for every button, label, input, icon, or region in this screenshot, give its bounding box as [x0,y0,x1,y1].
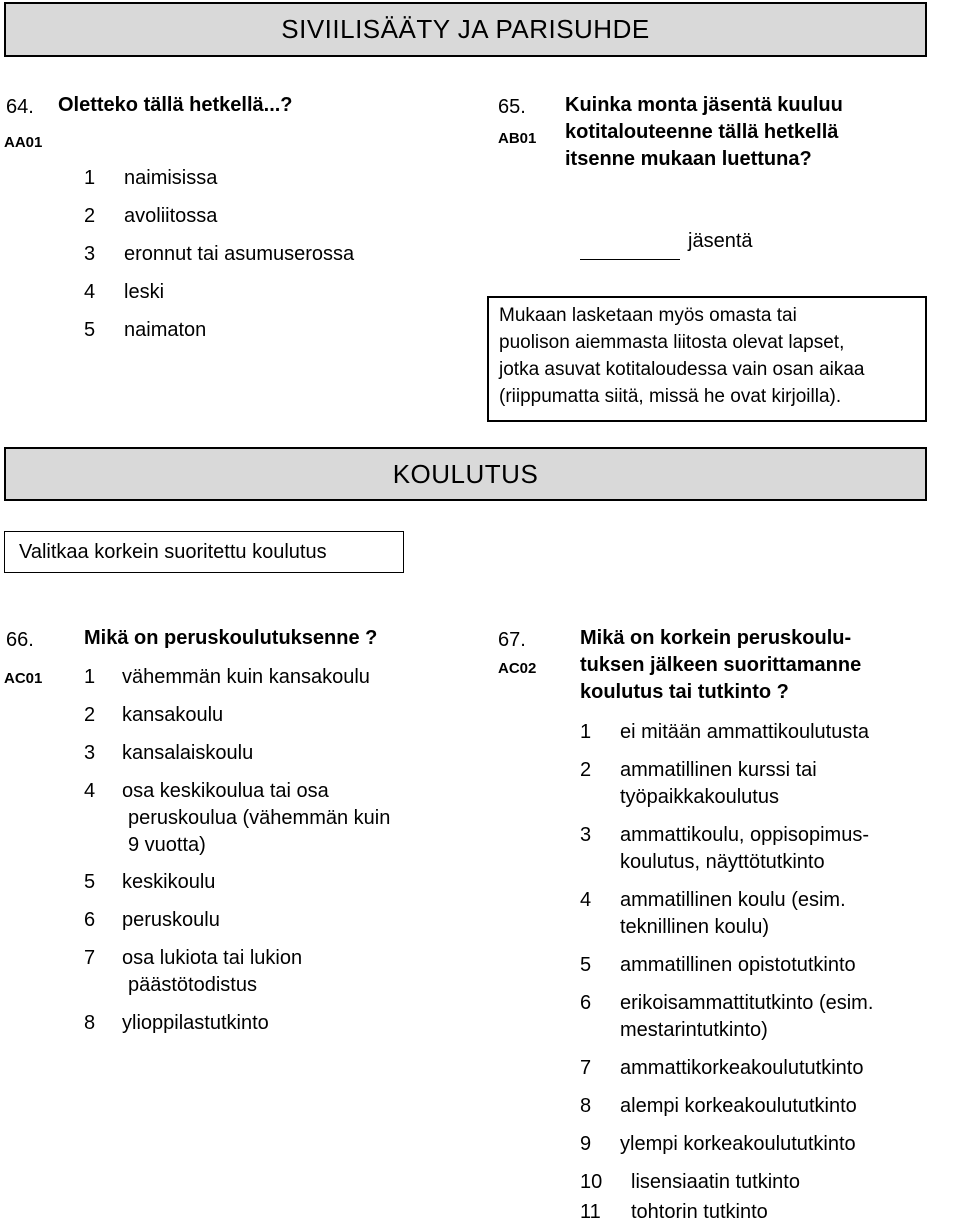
question-number: 66. [6,629,34,651]
option-number: 1 [580,721,592,743]
variable-code: AC01 [4,670,43,687]
option-number: 10 [580,1171,603,1193]
answer-option[interactable] [580,757,920,811]
section-title: SIVIILISÄÄTY JA PARISUHDE [281,14,650,44]
question-text-line: koulutus tai tutkinto ? [580,681,789,703]
option-number: 1 [84,167,96,189]
variable-code: AA01 [4,134,43,151]
answer-unit: jäsentä [688,230,753,252]
question-text-line: Kuinka monta jäsentä kuuluu [565,94,843,116]
question-text-line: Mikä on korkein peruskoulu- [580,627,852,649]
option-label: erikoisammattitutkinto (esim. [620,992,874,1014]
option-number: 5 [84,319,96,341]
answer-option[interactable] [84,317,404,344]
option-label: osa keskikoulua tai osa [122,780,329,802]
instruction-text: Valitkaa korkein suoritettu koulutus [19,540,327,563]
option-label: ei mitään ammattikoulutusta [620,721,870,743]
option-number: 2 [580,759,592,781]
option-label: kansalaiskoulu [122,742,254,764]
option-label: ammatillinen koulu (esim. [620,889,846,911]
question-number: 65. [498,96,526,118]
note-box [487,296,927,422]
answer-option[interactable] [84,279,404,306]
note-line: jotka asuvat kotitaloudessa vain osan aikaa [499,359,865,380]
section-header-education [4,447,927,501]
option-label: teknillinen koulu) [620,916,769,938]
answer-option[interactable] [580,822,920,876]
option-number: 7 [580,1057,592,1079]
answer-option[interactable] [84,778,424,859]
answer-option[interactable] [580,990,920,1044]
option-label: ammatillinen opistotutkinto [620,954,856,976]
option-number: 2 [84,205,96,227]
option-label: tohtorin tutkinto [631,1201,768,1223]
answer-option[interactable] [580,1199,920,1226]
answer-option[interactable] [580,1169,920,1196]
option-number: 9 [580,1133,592,1155]
answer-option[interactable] [84,907,424,934]
option-label: työpaikkakoulutus [620,786,779,808]
answer-option[interactable] [84,945,424,999]
question-text [580,625,861,706]
answer-option[interactable] [84,165,404,192]
option-label: keskikoulu [122,871,216,893]
section-title: KOULUTUS [392,458,539,489]
option-label: ammatillinen kurssi tai [620,759,817,781]
option-label: koulutus, näyttötutkinto [620,851,825,873]
option-number: 5 [580,954,592,976]
answer-option[interactable] [84,241,404,268]
answer-option[interactable] [84,869,424,896]
answer-blank[interactable] [580,259,680,260]
option-number: 2 [84,704,96,726]
option-label: ylempi korkeakoulututkinto [620,1133,856,1155]
answer-option[interactable] [580,1131,920,1158]
question-text-line: tuksen jälkeen suorittamanne [580,654,862,676]
note-line: Mukaan lasketaan myös omasta tai [499,305,797,326]
section-header-marital [4,2,927,57]
option-number: 5 [84,871,96,893]
note-line: puolison aiemmasta liitosta olevat lapset, [499,332,845,353]
instruction-box [4,531,404,573]
option-label: alempi korkeakoulututkinto [620,1095,857,1117]
option-label: avoliitossa [124,205,218,227]
option-number: 3 [580,824,592,846]
option-label: kansakoulu [122,704,224,726]
question-text [565,92,843,173]
option-label: naimisissa [124,167,218,189]
option-number: 8 [84,1012,96,1034]
variable-code: AB01 [498,130,537,147]
answer-option[interactable] [84,702,424,729]
option-number: 4 [84,780,96,802]
option-label: ylioppilastutkinto [122,1012,269,1034]
option-number: 3 [84,742,96,764]
answer-option[interactable] [580,1093,920,1120]
option-number: 6 [580,992,592,1014]
answer-option[interactable] [84,740,424,767]
option-label: peruskoulu [122,909,220,931]
answer-option[interactable] [84,664,424,691]
question-number: 64. [6,96,34,118]
answer-option[interactable] [84,1010,424,1037]
option-number: 7 [84,947,96,969]
answer-option[interactable] [580,887,920,941]
option-label: ammattikoulu, oppisopimus- [620,824,869,846]
option-label: naimaton [124,319,207,341]
option-label: lisensiaatin tutkinto [631,1171,800,1193]
option-number: 1 [84,666,96,688]
option-label: osa lukiota tai lukion [122,947,303,969]
answer-option[interactable] [580,952,920,979]
question-text: Mikä on peruskoulutuksenne ? [84,627,378,649]
option-label: eronnut tai asumuserossa [124,243,355,265]
option-number: 11 [580,1201,601,1223]
variable-code: AC02 [498,660,537,677]
option-label: 9 vuotta) [128,834,206,856]
answer-option[interactable] [84,203,404,230]
question-text-line: kotitalouteenne tällä hetkellä [565,121,839,143]
question-text: Oletteko tällä hetkellä...? [58,94,293,116]
question-text-line: itsenne mukaan luettuna? [565,148,812,170]
option-label: peruskoulua (vähemmän kuin [128,807,391,829]
option-number: 4 [580,889,592,911]
option-label: päästötodistus [128,974,257,996]
option-label: mestarintutkinto) [620,1019,768,1041]
option-label: leski [124,281,165,303]
question-number: 67. [498,629,526,651]
answer-option[interactable] [580,1055,920,1082]
option-number: 4 [84,281,96,303]
option-number: 6 [84,909,96,931]
option-label: ammattikorkeakoulututkinto [620,1057,864,1079]
note-line: (riippumatta siitä, missä he ovat kirjoilla). [499,386,842,407]
answer-option[interactable] [580,719,920,746]
option-label: vähemmän kuin kansakoulu [122,666,370,688]
option-number: 3 [84,243,96,265]
option-number: 8 [580,1095,592,1117]
